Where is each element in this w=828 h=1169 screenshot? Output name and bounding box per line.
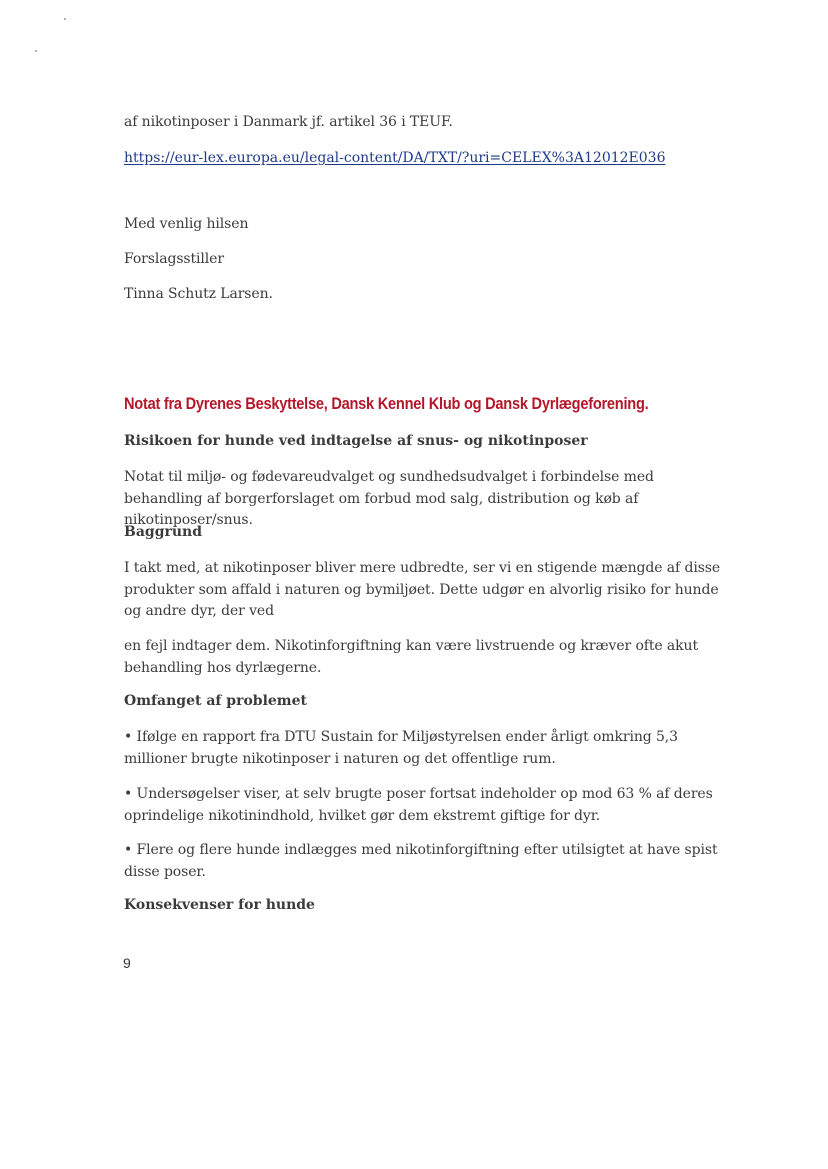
background-paragraph-2: en fejl indtager dem. Nikotinforgiftning kan være livstruende og kræver ofte akut behandling hos dyrlægerne. <box>124 638 698 676</box>
page-number: 9 <box>123 955 131 971</box>
background-heading: Baggrund <box>124 524 203 540</box>
scope-heading: Omfanget af problemet <box>124 693 307 709</box>
signature-name: Tinna Schutz Larsen. <box>124 286 273 302</box>
closing-greeting: Med venlig hilsen <box>124 216 249 232</box>
eur-lex-link[interactable]: https://eur-lex.europa.eu/legal-content/DA/TXT/?uri=CELEX%3A12012E036 <box>124 150 666 166</box>
notat-intro: Notat til miljø- og fødevareudvalget og sundhedsudvalget i forbindelse med behandling af borgerforslaget om forbud mod salg, distribution og køb af nikotinposer/snus. <box>124 469 654 528</box>
bullet-item: • Ifølge en rapport fra DTU Sustain for Miljøstyrelsen ender årligt omkring 5,3 millioner brugte nikotinposer i naturen og det offentlige rum. <box>124 729 678 767</box>
scan-speck <box>35 50 37 52</box>
scan-speck <box>64 18 66 20</box>
notat-title: Notat fra Dyrenes Beskyttelse, Dansk Kennel Klub og Dansk Dyrlægeforening. <box>124 394 649 413</box>
signature-role: Forslagsstiller <box>124 251 224 267</box>
top-line: af nikotinposer i Danmark jf. artikel 36 i TEUF. <box>124 114 453 130</box>
background-paragraph-1: I takt med, at nikotinposer bliver mere udbredte, ser vi en stigende mængde af disse produkter som affald i naturen og bymiljøet. Dette udgør en alvorlig risiko for hunde og andre dyr, der ved <box>124 560 721 619</box>
bullet-item: • Flere og flere hunde indlægges med nikotinforgiftning efter utilsigtet at have spist disse poser. <box>124 842 718 880</box>
notat-subtitle: Risikoen for hunde ved indtagelse af snus- og nikotinposer <box>124 433 588 449</box>
consequences-heading: Konsekvenser for hunde <box>124 897 315 913</box>
eur-lex-link-block[interactable] <box>124 147 724 166</box>
bullet-item: • Undersøgelser viser, at selv brugte poser fortsat indeholder op mod 63 % af deres oprindelige nikotinindhold, hvilket gør dem ekstremt giftige for dyr. <box>124 786 713 824</box>
